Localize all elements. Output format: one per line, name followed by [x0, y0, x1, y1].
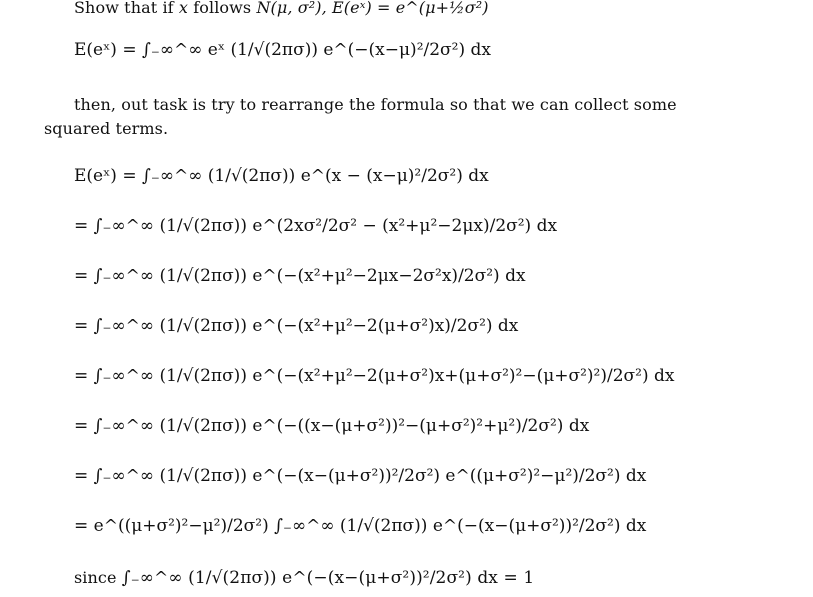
derivation-step-8	[74, 518, 646, 535]
derivation-math-3: = ∫₋∞^∞ (1/√(2πσ)) e^(−(x²+μ²−2μx−2σ²x)/2σ²) dx	[74, 266, 526, 286]
definition-equation	[74, 42, 491, 59]
intro-statement	[74, 0, 489, 16]
prose-text-line-2: squared terms.	[44, 119, 169, 138]
derivation-math-1: E(eˣ) = ∫₋∞^∞ (1/√(2πσ)) e^(x − (x−μ)²/2σ²) dx	[74, 166, 489, 186]
intro-follows-text: follows	[188, 0, 257, 17]
derivation-step-5	[74, 368, 674, 385]
derivation-math-7: = ∫₋∞^∞ (1/√(2πσ)) e^(−(x−(μ+σ²))²/2σ²) e^((μ+σ²)²−μ²)/2σ²) dx	[74, 466, 647, 486]
derivation-step-7	[74, 468, 646, 485]
definition-math: E(eˣ) = ∫₋∞^∞ eˣ (1/√(2πσ)) e^(−(x−μ)²/2σ²) dx	[74, 40, 491, 60]
intro-text: Show that if	[74, 0, 179, 17]
since-math: ∫₋∞^∞ (1/√(2πσ)) e^(−(x−(μ+σ²))²/2σ²) dx = 1	[121, 568, 535, 588]
derivation-step-2	[74, 218, 557, 235]
derivation-step-3	[74, 268, 526, 285]
derivation-math-6: = ∫₋∞^∞ (1/√(2πσ)) e^(−((x−(μ+σ²))²−(μ+σ²)²+μ²)/2σ²) dx	[74, 416, 590, 436]
prose-line-2	[44, 121, 168, 137]
derivation-step-6	[74, 418, 589, 435]
derivation-step-4	[74, 318, 518, 335]
derivation-math-5: = ∫₋∞^∞ (1/√(2πσ)) e^(−(x²+μ²−2(μ+σ²)x+(μ+σ²)²−(μ+σ²)²)/2σ²) dx	[74, 366, 675, 386]
prose-line-1	[74, 97, 677, 113]
since-label: since	[74, 568, 122, 587]
derivation-step-1	[74, 168, 489, 185]
intro-var-x: x	[178, 0, 189, 17]
derivation-math-2: = ∫₋∞^∞ (1/√(2πσ)) e^(2xσ²/2σ² − (x²+μ²−2μx)/2σ²) dx	[74, 216, 558, 236]
derivation-math-4: = ∫₋∞^∞ (1/√(2πσ)) e^(−(x²+μ²−2(μ+σ²)x)/2σ²) dx	[74, 316, 519, 336]
prose-text-line-1: then, out task is try to rearrange the formula so that we can collect some	[74, 95, 677, 114]
since-statement	[74, 570, 534, 587]
intro-distribution-math: N(μ, σ²), E(eˣ) = e^(μ+½σ²)	[256, 0, 489, 17]
derivation-math-8: = e^((μ+σ²)²−μ²)/2σ²) ∫₋∞^∞ (1/√(2πσ)) e^(−(x−(μ+σ²))²/2σ²) dx	[74, 516, 647, 536]
